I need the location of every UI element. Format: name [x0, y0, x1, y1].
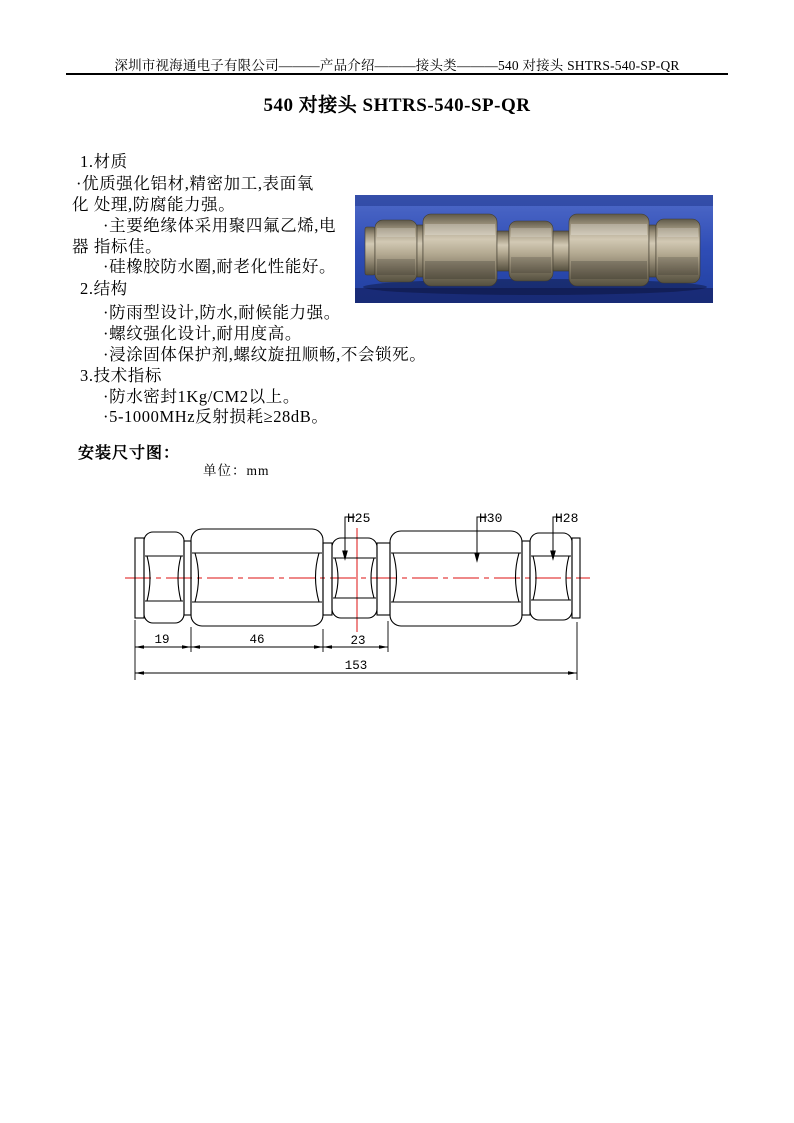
body-text-line: ·主要绝缘体采用聚四氟乙烯,电 [103, 216, 337, 235]
photo-connector [365, 214, 700, 286]
body-text-line: ·防水密封1Kg/CM2以上。 [103, 387, 300, 406]
header-rule [66, 73, 728, 75]
body-text-line: ·螺纹强化设计,耐用度高。 [103, 324, 302, 343]
page-title: 540 对接头 SHTRS-540-SP-QR [263, 95, 531, 116]
label-h25: H25 [347, 511, 371, 526]
body-text-line: 3.技术指标 [80, 366, 162, 385]
dim-19: 19 [154, 633, 170, 647]
unit-label: 单位：mm [203, 463, 270, 478]
body-text-line: ·浸涂固体保护剂,螺纹旋扭顺畅,不会锁死。 [103, 345, 427, 364]
photo-shadow [363, 279, 707, 295]
dim-23: 23 [350, 634, 366, 648]
label-leaders [343, 517, 562, 561]
label-h28: H28 [555, 511, 579, 526]
dim-153: 153 [344, 659, 368, 673]
body-text-line: 器 指标佳。 [72, 237, 163, 256]
body-text-line: 2.结构 [80, 279, 128, 298]
dim-46: 46 [249, 633, 265, 647]
label-h30: H30 [479, 511, 503, 526]
body-text-line: 1.材质 [80, 152, 128, 171]
body-text-line: ·5-1000MHz反射损耗≥28dB。 [103, 407, 329, 426]
body-text-line: ·防雨型设计,防水,耐候能力强。 [103, 303, 341, 322]
page-header-line: 深圳市视海通电子有限公司———产品介绍———接头类———540 对接头 SHTRS-540-SP-QR [114, 58, 680, 73]
dimension-drawing [100, 495, 620, 695]
body-text-line: ·硅橡胶防水圈,耐老化性能好。 [103, 257, 337, 276]
install-drawing-heading: 安装尺寸图： [78, 445, 181, 462]
body-text-line: 化 处理,防腐能力强。 [72, 195, 236, 214]
product-photo [355, 195, 713, 303]
body-text-line: ·优质强化铝材,精密加工,表面氧 [76, 174, 314, 193]
centerline [125, 528, 590, 632]
